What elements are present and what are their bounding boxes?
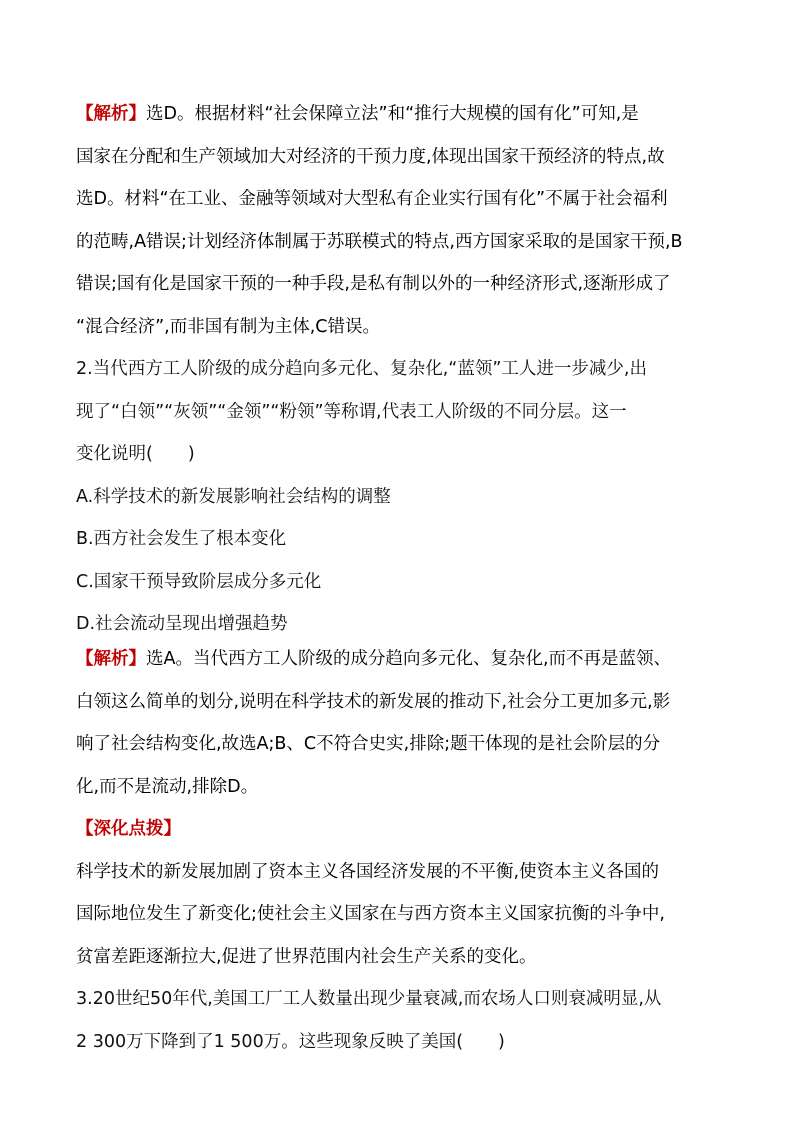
analysis-1-line-2: 国家在分配和生产领域加大对经济的干预力度,体现出国家干预经济的特点,故: [76, 146, 665, 167]
analysis-1-line-1: 【解析】选D。根据材料“社会保障立法”和“推行大规模的国有化”可知,是: [76, 104, 639, 124]
deepen-tip: [76, 808, 726, 978]
deepen-tip-line-1: 科学技术的新发展加剧了资本主义各国经济发展的不平衡,使资本主义各国的: [76, 861, 660, 882]
deepen-tip-line-3: 贫富差距逐渐拉大,促进了世界范围内社会生产关系的变化。: [76, 946, 537, 967]
question-2: [76, 348, 726, 646]
analysis-1-line-6: “混合经济”,而非国有制为主体,C错误。: [76, 316, 380, 337]
question-2-line-2: 现了“白领”“灰领”“金领”“粉领”等称谓,代表工人阶级的不同分层。这一: [76, 401, 627, 422]
analysis-2-line-1: 【解析】选A。当代西方工人阶级的成分趋向多元化、复杂化,而不再是蓝领、: [76, 649, 672, 669]
analysis-2: [76, 638, 726, 808]
analysis-1: [76, 93, 726, 348]
question-3-line-1: 3.20世纪50年代,美国工厂工人数量出现少量衰减,而农场人口则衰减明显,从: [76, 989, 662, 1009]
deepen-tip-line-2: 国际地位发生了新变化;使社会主义国家在与西方资本主义国家抗衡的斗争中,: [76, 904, 665, 924]
question-3-line-2: 2 300万下降到了1 500万。这些现象反映了美国( ): [76, 1031, 505, 1052]
question-2-option-d: D.社会流动呈现出增强趋势: [76, 614, 288, 634]
deepen-tip-tag: 【深化点拨】: [76, 819, 181, 839]
question-2-option-c: C.国家干预导致阶层成分多元化: [76, 571, 322, 592]
question-3: [76, 978, 726, 1063]
question-2-option-a: A.科学技术的新发展影响社会结构的调整: [76, 486, 391, 507]
question-2-line-3: 变化说明( ): [76, 444, 195, 464]
analysis-1-line-5: 错误;国有化是国家干预的一种手段,是私有制以外的一种经济形式,逐渐形成了: [76, 274, 671, 294]
analysis-2-line-2: 白领这么简单的划分,说明在科学技术的新发展的推动下,社会分工更加多元,影: [76, 691, 671, 712]
analysis-1-line-4: 的范畴,A错误;计划经济体制属于苏联模式的特点,西方国家采取的是国家干预,B: [76, 231, 683, 252]
analysis-2-line-3: 响了社会结构变化,故选A;B、C不符合史实,排除;题干体现的是社会阶层的分: [76, 734, 661, 754]
analysis-1-line-3: 选D。材料“在工业、金融等领域对大型私有企业实行国有化”不属于社会福利: [76, 189, 668, 209]
analysis-2-line-4: 化,而不是流动,排除D。: [76, 776, 259, 797]
analysis-1-tag: 【解析】: [76, 104, 146, 124]
question-2-line-1: 2.当代西方工人阶级的成分趋向多元化、复杂化,“蓝领”工人进一步减少,出: [76, 359, 647, 379]
analysis-2-tag: 【解析】: [76, 649, 146, 669]
question-2-option-b: B.西方社会发生了根本变化: [76, 529, 287, 549]
